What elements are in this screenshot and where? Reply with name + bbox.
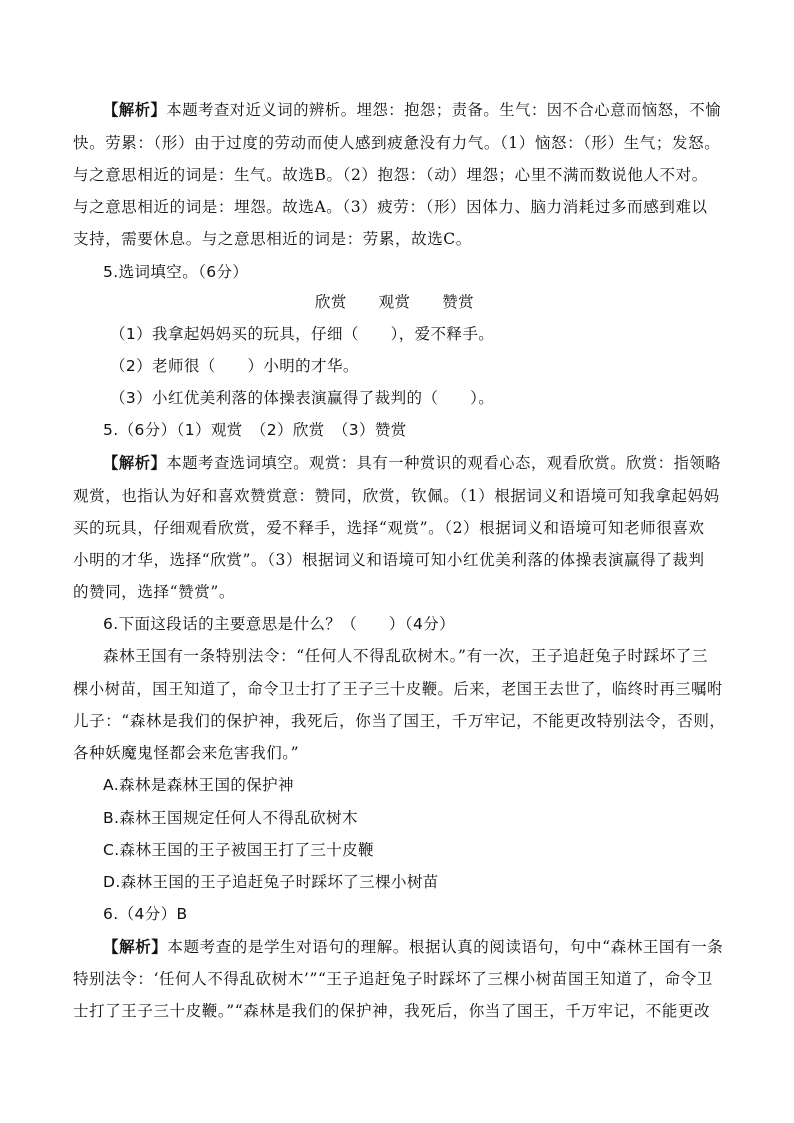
- analysis-line: 观赏，也指认为好和喜欢赞赏意：赞同，欣赏，钦佩。（1）根据词义和语境可知我拿起妈妈: [73, 487, 720, 505]
- option-a: A.森林是森林王国的保护神: [103, 776, 294, 794]
- analysis-line: 快。劳累：（形）由于过度的劳动而使人感到疲惫没有力气。（1）恼怒：（形）生气；发怒。: [73, 134, 721, 152]
- analysis-line: 小明的才华，选择“欣赏”。（3）根据词义和语境可知小红优美利落的体操表演赢得了裁判: [73, 551, 705, 569]
- analysis-line: 支持，需要休息。与之意思相近的词是：劳累，故选C。: [73, 230, 472, 248]
- passage-line: 棵小树苗，国王知道了，命令卫士打了王子三十皮鞭。后来，老国王去世了，临终时再三嘱咐: [73, 680, 723, 698]
- answer-line: 6.（4分）B: [103, 905, 188, 923]
- analysis-line: 买的玩具，仔细观看欣赏，爱不释手，选择“观赏”。（2）根据词义和语境可知老师很喜欢: [73, 519, 705, 537]
- question-title: 6.下面这段话的主要意思是什么？（ ）（4分）: [103, 615, 456, 633]
- analysis-tag: 【解析】: [103, 101, 167, 119]
- analysis-line: 与之意思相近的词是：生气。故选B。（2）抱怨：（动）埋怨；心里不满而数说他人不对。: [73, 166, 708, 184]
- analysis-tag: 【解析】: [103, 454, 167, 472]
- option-c: C.森林王国的王子被国王打了三十皮鞭: [103, 841, 374, 859]
- analysis-tag: 【解析】: [103, 937, 168, 956]
- question-item: （3）小红优美利落的体操表演赢得了裁判的（ ）。: [110, 389, 495, 407]
- analysis-line: 【解析】本题考查对近义词的辨析。埋怨：抱怨；责备。生气：因不合心意而恼怒，不愉: [103, 101, 722, 119]
- analysis-line: 【解析】本题考查的是学生对语句的理解。根据认真的阅读语句，句中“森林王国有一条: [103, 937, 724, 956]
- analysis-line: 士打了王子三十皮鞭。”“森林是我们的保护神，我死后，你当了国王，千万牢记，不能更改: [73, 1002, 711, 1020]
- word-bank: 欣赏 观赏 赞赏: [315, 293, 475, 311]
- passage-line: 儿子：“森林是我们的保护神，我死后，你当了国王，千万牢记，不能更改特别法令，否则，: [73, 712, 726, 730]
- option-b: B.森林王国规定任何人不得乱砍树木: [103, 809, 358, 827]
- passage-line: 森林王国有一条特别法令：“任何人不得乱砍树木。”有一次，王子追赶兔子时踩坏了三: [103, 647, 709, 665]
- question-title: 5.选词填空。（6分）: [103, 263, 249, 281]
- answer-line: 5.（6分）（1）观赏 （2）欣赏 （3）赞赏: [103, 421, 407, 439]
- option-d: D.森林王国的王子追赶兔子时踩坏了三棵小树苗: [103, 873, 439, 891]
- question-item: （1）我拿起妈妈买的玩具，仔细（ ），爱不释手。: [110, 325, 495, 343]
- question-item: （2）老师很（ ）小明的才华。: [110, 357, 359, 375]
- passage-line: 各种妖魔鬼怪都会来危害我们。”: [73, 744, 300, 762]
- analysis-line: 特别法令：‘任何人不得乱砍树木’”“王子追赶兔子时踩坏了三棵小树苗国王知道了，命令卫: [73, 970, 713, 988]
- analysis-line: 与之意思相近的词是：埋怨。故选A。（3）疲劳：（形）因体力、脑力消耗过多而感到难以: [73, 198, 708, 216]
- analysis-line: 的赞同，选择“赞赏”。: [73, 583, 235, 601]
- analysis-line: 【解析】本题考查选词填空。观赏：具有一种赏识的观看心态，观看欣赏。欣赏：指领略: [103, 454, 722, 472]
